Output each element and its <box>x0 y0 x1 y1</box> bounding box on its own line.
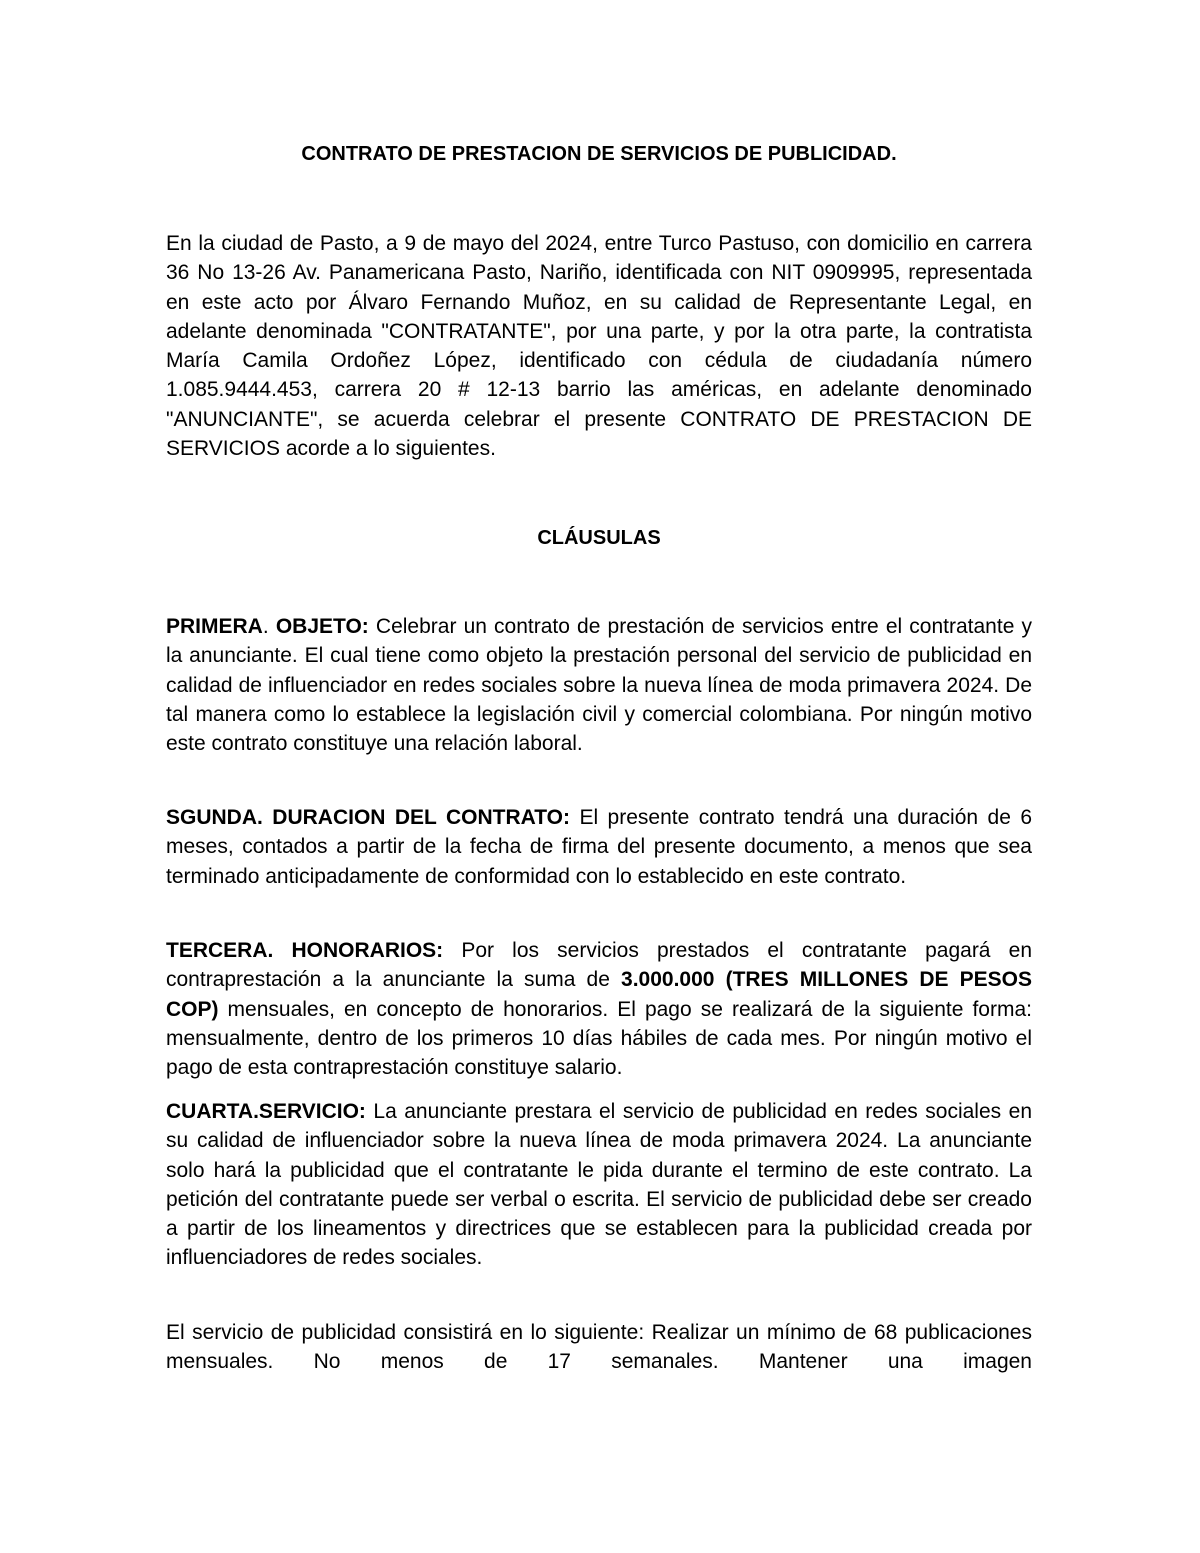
clause-text: El presente contrato tendrá una duración de 6 meses, contados a partir de la fecha de firma del presente documento, a menos que sea terminado anticipadamente de conformidad con lo establecido en este contrato. <box>166 806 1032 888</box>
clause-label: OBJETO: <box>275 615 369 638</box>
clause-text: La anunciante prestara el servicio de publicidad en redes sociales en su calidad de influenciador sobre la nueva línea de moda primavera 2024. La anunciante solo hará la publicidad que el contratante le pida durante el termino de este contrato. La petición del contratante puede ser verbal o escrita. El servicio de publicidad debe ser creado a partir de los lineamentos y directrices que se establecen para la publicidad creada por influenciadores de redes sociales. <box>166 1100 1032 1270</box>
contract-title: CONTRATO DE PRESTACION DE SERVICIOS DE PUBLICIDAD. <box>301 143 897 165</box>
closing-paragraph: El servicio de publicidad consistirá en lo siguiente: Realizar un mínimo de 68 publicaciones mensuales. No menos de 17 semanales. Mantener una imagen <box>166 1321 1032 1374</box>
clause-segunda <box>166 803 1032 891</box>
clause-tercera <box>166 936 1032 1082</box>
clause-label-separator: . <box>262 615 276 638</box>
clause-label: TERCERA. HONORARIOS: <box>166 939 444 962</box>
clause-text: mensuales, en concepto de honorarios. El pago se realizará de la siguiente forma: mensualmente, dentro de los primeros 10 días hábiles de cada mes. Por ningún motivo el pago de esta contraprestación constituye salario. <box>166 997 1032 1080</box>
intro-paragraph: En la ciudad de Pasto, a 9 de mayo del 2024, entre Turco Pastuso, con domicilio en carrera 36 No 13-26 Av. Panamericana Pasto, Nariño, identificada con NIT 0909995, representada en este acto por Álvaro Fernando Muñoz, en su calidad de Representante Legal, en adelante denominada "CONTRATANTE", por una parte, y por la otra parte, la contratista María Camila Ordoñez López, identificado con cédula de ciudadanía número 1.085.9444.453, carrera 20 # 12-13 barrio las américas, en adelante denominado "ANUNCIANTE", se acuerda celebrar el presente CONTRATO DE PRESTACION DE SERVICIOS acorde a lo siguientes. <box>166 232 1032 461</box>
clause-label: PRIMERA <box>166 615 263 638</box>
clause-amount: 3.000.000 (TRES MILLONES DE PESOS COP) <box>166 968 1032 1021</box>
clause-primera <box>166 612 1032 758</box>
clause-label: SGUNDA. DURACION DEL CONTRATO: <box>166 806 570 829</box>
clauses-heading: CLÁUSULAS <box>537 527 661 549</box>
clause-label: CUARTA.SERVICIO: <box>166 1100 366 1123</box>
clause-text: Por los servicios prestados el contratante pagará en contraprestación a la anunciante la suma de <box>166 939 1032 992</box>
clause-cuarta <box>166 1097 1032 1273</box>
clause-text: Celebrar un contrato de prestación de servicios entre el contratante y la anunciante. El cual tiene como objeto la prestación personal del servicio de publicidad en calidad de influenciador en redes sociales sobre la nueva línea de moda primavera 2024. De tal manera como lo establece la legislación civil y comercial colombiana. Por ningún motivo este contrato constituye una relación laboral. <box>166 615 1032 756</box>
